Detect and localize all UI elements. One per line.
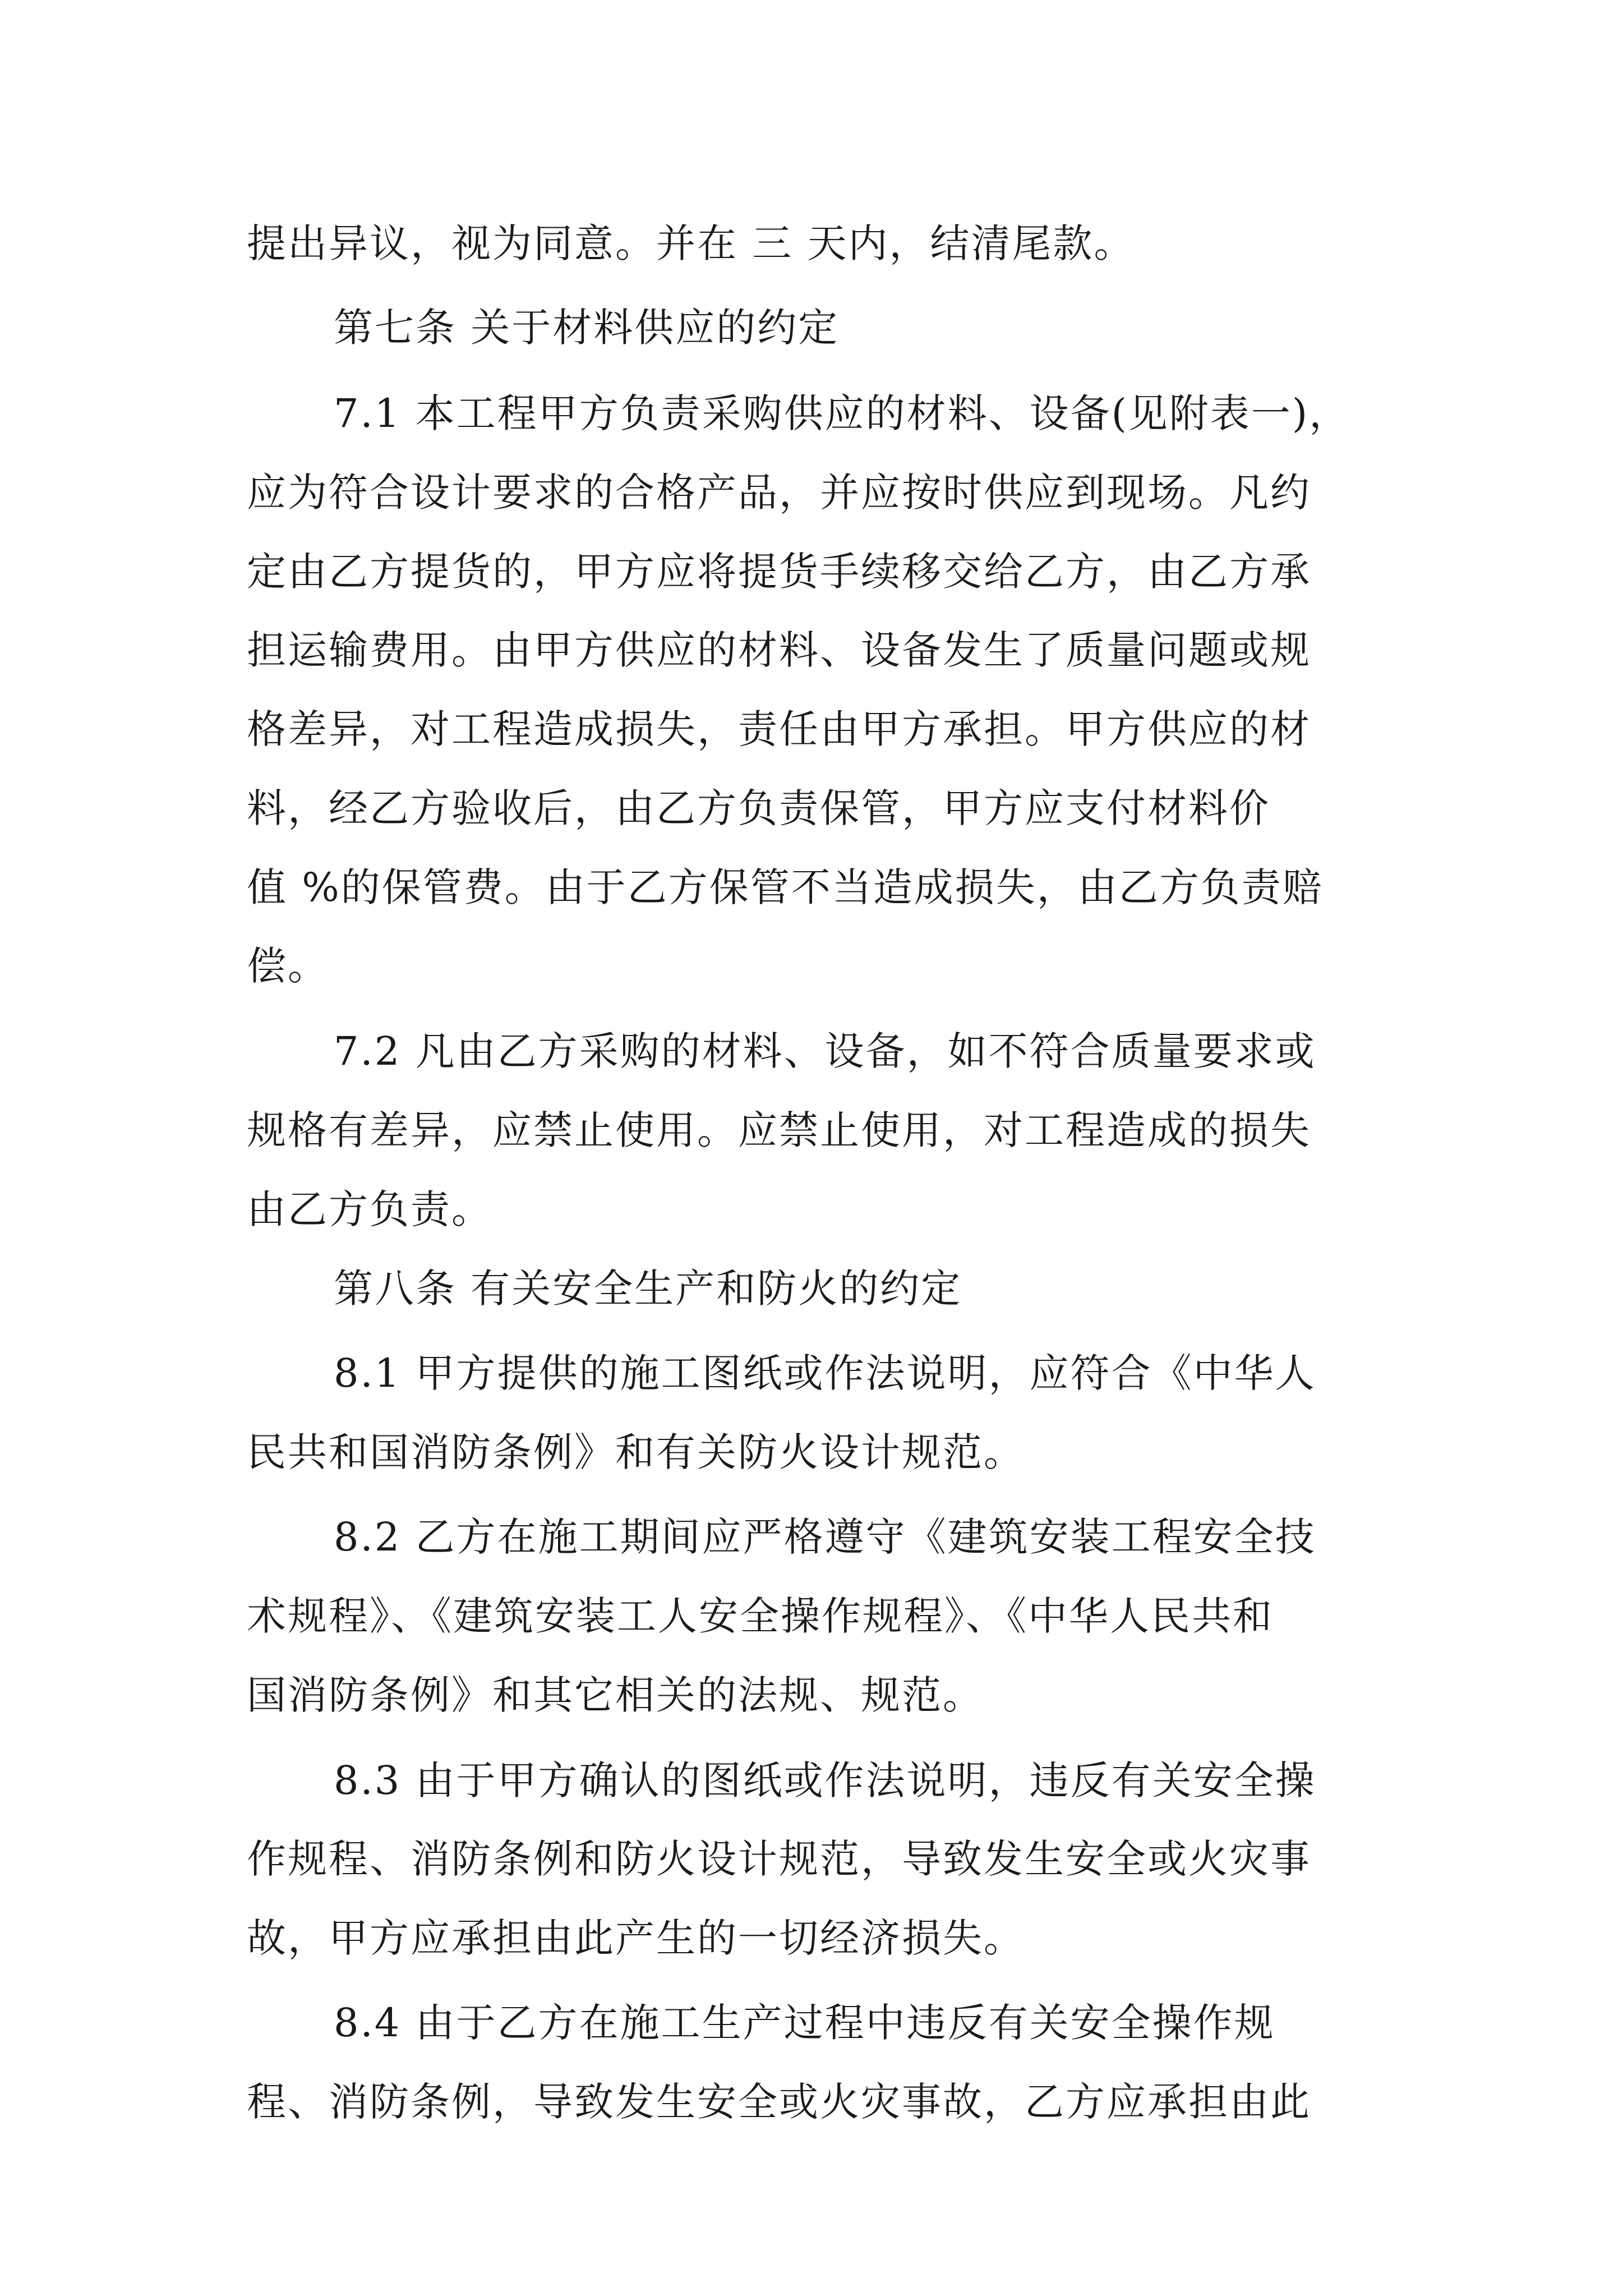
text-line-6: 担运输费用。由甲方供应的材料、设备发生了质量问题或规 [247, 627, 1311, 673]
text-line-9: 值 %的保管费。由于乙方保管不当造成损失，由乙方负责赔 [247, 864, 1324, 910]
text-line-23: 8.4 由于乙方在施工生产过程中违反有关安全操作规 [334, 2000, 1275, 2046]
text-line-11: 7.2 凡由乙方采购的材料、设备，如不符合质量要求或 [334, 1028, 1316, 1074]
text-line-12: 规格有差异，应禁止使用。应禁止使用，对工程造成的损失 [247, 1107, 1311, 1153]
text-line-7: 格差异，对工程造成损失，责任由甲方承担。甲方供应的材 [247, 706, 1311, 752]
text-line-24: 程、消防条例，导致发生安全或火灾事故，乙方应承担由此 [247, 2079, 1311, 2125]
text-line-3: 7.1 本工程甲方负责采购供应的材料、设备(见附表一)， [334, 390, 1350, 436]
text-line-1: 提出异议，视为同意。并在 三 天内，结清尾款。 [247, 220, 1135, 266]
text-line-16: 民共和国消防条例》和有关防火设计规范。 [247, 1429, 1025, 1475]
text-line-5: 定由乙方提货的，甲方应将提货手续移交给乙方，由乙方承 [247, 549, 1311, 595]
text-line-19: 国消防条例》和其它相关的法规、规范。 [247, 1672, 984, 1718]
section-heading-7: 第七条 关于材料供应的约定 [334, 305, 840, 351]
text-line-17: 8.2 乙方在施工期间应严格遵守《建筑安装工程安全技 [334, 1514, 1316, 1560]
text-line-18: 术规程》、《建筑安装工人安全操作规程》、《中华人民共和 [247, 1593, 1274, 1639]
text-line-20: 8.3 由于甲方确认的图纸或作法说明，违反有关安全操 [334, 1757, 1316, 1803]
text-line-13: 由乙方负责。 [247, 1186, 492, 1232]
text-line-10: 偿。 [247, 943, 329, 989]
text-line-8: 料，经乙方验收后，由乙方负责保管，甲方应支付材料价 [247, 785, 1270, 831]
text-line-22: 故，甲方应承担由此产生的一切经济损失。 [247, 1915, 1025, 1961]
text-line-15: 8.1 甲方提供的施工图纸或作法说明，应符合《中华人 [334, 1350, 1316, 1396]
text-line-4: 应为符合设计要求的合格产品，并应按时供应到现场。凡约 [247, 470, 1311, 516]
text-line-21: 作规程、消防条例和防火设计规范，导致发生安全或火灾事 [247, 1836, 1311, 1882]
section-heading-8: 第八条 有关安全生产和防火的约定 [334, 1266, 962, 1312]
